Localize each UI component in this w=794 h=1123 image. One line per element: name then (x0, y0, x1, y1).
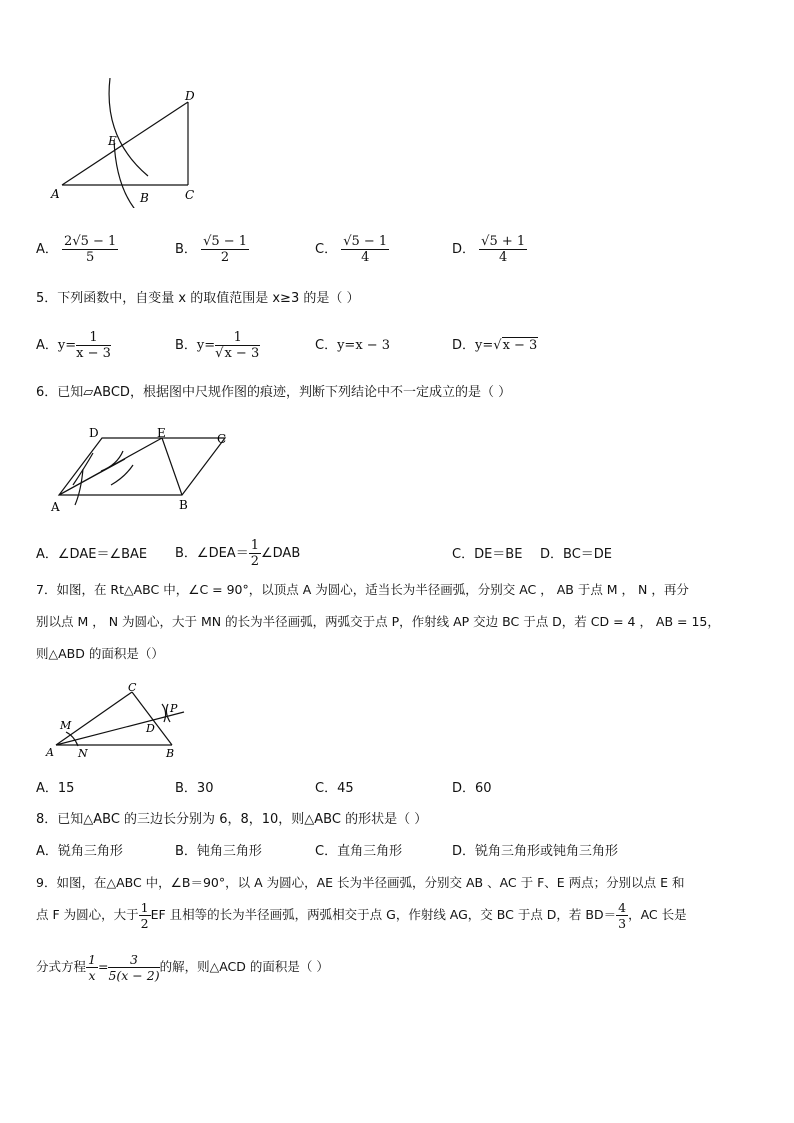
label-p: P (170, 702, 178, 715)
q6-option-b[interactable]: B．∠DEA＝ $\frac{1}{2}$ ∠DAB (175, 538, 301, 569)
q6-option-d[interactable]: D．BC＝DE (540, 547, 613, 562)
label-a: A (46, 746, 54, 759)
q7-line-1: 7．如图，在 Rt△ABC 中，∠C = 90°，以顶点 A 为圆心，适当长为半径画弧，分别交 AC ， AB 于点 M ， N ，再分 (36, 582, 689, 597)
q7-option-b[interactable]: B．30 (175, 781, 214, 796)
q7-option-a[interactable]: A．15 (36, 781, 75, 796)
q6-option-a[interactable]: A．∠DAE＝∠BAE (36, 547, 148, 562)
label-a: A (51, 187, 60, 201)
label-b: B (140, 191, 149, 205)
q7-figure (44, 680, 194, 760)
label-b: B (179, 498, 188, 512)
q5-stem: 5．下列函数中，自变量 x 的取值范围是 x≥3 的是（ ） (36, 291, 360, 306)
label-c: C (217, 432, 227, 446)
label-d: D (185, 89, 195, 103)
q8-option-c[interactable]: C．直角三角形 (315, 844, 403, 859)
q7-option-c[interactable]: C．45 (315, 781, 354, 796)
q4-option-a[interactable]: A． $\frac{2√5 - 1}{5}$ (36, 234, 117, 265)
q5-option-b[interactable]: B．y= $\frac{1}{√x - 3}$ (175, 330, 260, 361)
label-c: C (128, 681, 137, 694)
label-c: C (185, 188, 195, 202)
label-n: N (78, 747, 88, 760)
q5-option-a[interactable]: A．y= $\frac{1}{x - 3}$ (36, 330, 111, 361)
label-d: D (146, 722, 155, 735)
q6-option-c[interactable]: C．DE＝BE (452, 547, 523, 562)
q6-figure (45, 425, 245, 517)
q4-option-d[interactable]: D． $\frac{√5 + 1}{4}$ (452, 234, 526, 265)
q7-option-d[interactable]: D．60 (452, 781, 492, 796)
q7-line-2: 别以点 M ， N 为圆心，大于 MN 的长为半径画弧，两弧交于点 P，作射线 AP 交边 BC 于点 D，若 CD = 4 ， AB = 15， (36, 614, 720, 629)
label-e: E (157, 426, 166, 440)
q4-figure (48, 78, 208, 208)
q4-option-b[interactable]: B． $\frac{√5 - 1}{2}$ (175, 234, 248, 265)
q8-option-d[interactable]: D．锐角三角形或钝角三角形 (452, 844, 619, 859)
q5-option-d[interactable]: D．y=√x − 3 (452, 338, 538, 353)
q6-stem: 6．已知▱ABCD，根据图中尺规作图的痕迹，判断下列结论中不一定成立的是（ ） (36, 385, 512, 400)
label-b: B (166, 747, 175, 760)
q9-line-2: 点 F 为圆心，大于 $\frac{1}{2}$ EF 且相等的长为半径画弧，两弧相交于点 G，作射线 AG，交 BC 于点 D，若 BD＝ $\frac{4}{3}$ ，AC 长是 (36, 900, 687, 931)
q7-line-3: 则△ABD 的面积是（） (36, 646, 164, 661)
label-d: D (89, 426, 99, 440)
label-e: E (108, 134, 117, 148)
label-a: A (51, 500, 60, 514)
q4-option-c[interactable]: C． $\frac{√5 - 1}{4}$ (315, 234, 388, 265)
q5-option-c[interactable]: C．y=x − 3 (315, 338, 391, 353)
q8-option-b[interactable]: B．钝角三角形 (175, 844, 262, 859)
q8-stem: 8．已知△ABC 的三边长分别为 6，8，10，则△ABC 的形状是（ ） (36, 812, 428, 827)
label-m: M (60, 719, 72, 732)
q9-line-1: 9．如图，在△ABC 中，∠B＝90°，以 A 为圆心，AE 长为半径画弧，分别交 AB 、AC 于 F、E 两点；分别以点 E 和 (36, 875, 685, 890)
q8-option-a[interactable]: A．锐角三角形 (36, 844, 123, 859)
q9-line-3: 分式方程 $\frac{1}{x}$ = $\frac{3}{5(x - 2)}$ 的解，则△ACD 的面积是（ ） (36, 952, 329, 983)
